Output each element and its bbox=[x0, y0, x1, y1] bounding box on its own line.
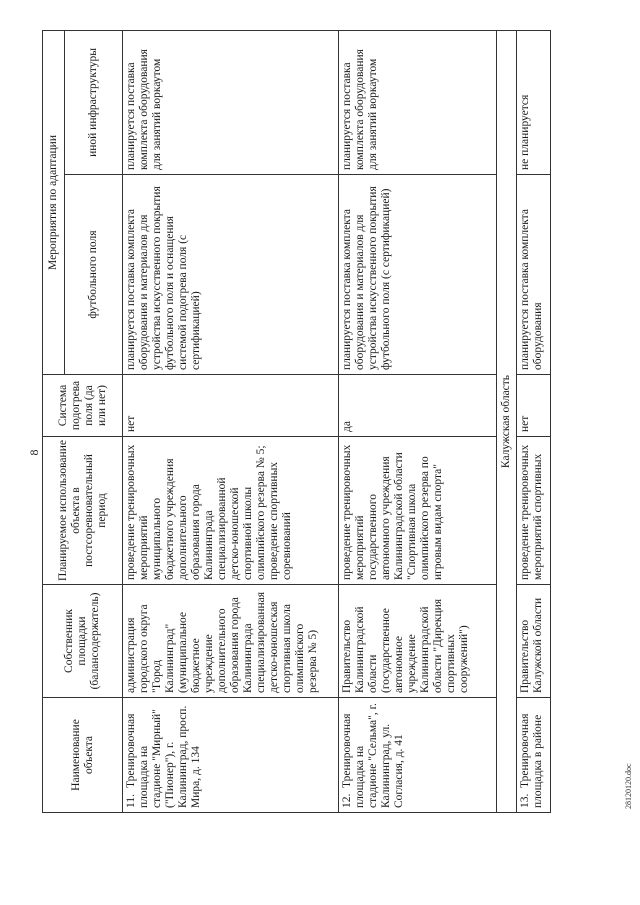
cell-use: проведение тренировочных мероприятий спортивных bbox=[517, 437, 551, 585]
header-use: Планируемое использование объекта в постсоревновательный период bbox=[43, 437, 123, 585]
region-heading: Калужская область bbox=[497, 30, 517, 812]
cell-name bbox=[123, 698, 339, 813]
page-number: 8 bbox=[27, 449, 41, 456]
cell-name bbox=[517, 698, 551, 813]
cell-heating: нет bbox=[517, 375, 551, 437]
cell-use: проведение тренировочных мероприятий государственного автономного учреждения Калининградской области "Спортивная школа олимпийского резерва по игровым видам спорта" bbox=[339, 437, 497, 585]
cell-heating: нет bbox=[123, 375, 339, 437]
cell-infra: не планируется bbox=[517, 30, 551, 174]
facility-name: Тренировочная площадка на стадионе "Сельма", г. Калининград, ул. Согласия, д. 41 bbox=[341, 703, 405, 808]
row-number: 12. bbox=[341, 793, 353, 808]
facilities-table bbox=[42, 30, 551, 813]
table-row bbox=[339, 30, 497, 812]
cell-field: планируется поставка комплекта оборудования и материалов для устройства искусственного покрытия футбольного поля и оснащения системой подогрева поля (с сертификацией) bbox=[123, 175, 339, 375]
cell-owner: Правительство Калужской области bbox=[517, 585, 551, 698]
region-row bbox=[497, 30, 517, 812]
header-measures: Мероприятия по адаптации bbox=[43, 30, 65, 374]
cell-field: планируется поставка комплекта оборудования bbox=[517, 175, 551, 375]
facility-name: Тренировочная площадка на стадионе "Мирный" ("Пионер"), г. Калининград, просп. Мира, д. 134 bbox=[125, 705, 202, 808]
cell-use: проведение тренировочных мероприятий муниципального бюджетного учреждения дополнительного образования города Калининграда специализированной детско-юношеской спортивной школы олимпийского резерва № 5; проведение спортивных соревнований bbox=[123, 437, 339, 585]
cell-infra: планируется поставка комплекта оборудования для занятий воркаутом bbox=[123, 30, 339, 174]
table-row bbox=[517, 30, 551, 812]
header-owner: Собственник площадки (балансодержатель) bbox=[43, 585, 123, 698]
table-row bbox=[123, 30, 339, 812]
row-number: 13. bbox=[519, 793, 531, 808]
facility-name: Тренировочная площадка в районе bbox=[519, 713, 544, 808]
header-heating: Система подогрева поля (да или нет) bbox=[43, 375, 123, 437]
row-number: 11. bbox=[125, 794, 137, 808]
cell-owner: администрация городского округа "Город Калининград" (муниципальное бюджетное учреждение дополнительного образования города Калининграда специализированная детско-юношеская спортивная школа олимпийского резерва № 5) bbox=[123, 585, 339, 698]
cell-name bbox=[339, 698, 497, 813]
header-infra: иной инфраструктуры bbox=[65, 30, 123, 174]
header-name: Наименование объекта bbox=[43, 698, 123, 813]
cell-infra: планируется поставка комплекта оборудования для занятий воркаутом bbox=[339, 30, 497, 174]
header-field: футбольного поля bbox=[65, 175, 123, 375]
cell-heating: да bbox=[339, 375, 497, 437]
cell-field: планируется поставка комплекта оборудования и материалов для устройства искусственного покрытия футбольного поля (с сертификацией) bbox=[339, 175, 497, 375]
file-name-footer: 28120120.doc bbox=[624, 763, 633, 809]
cell-owner: Правительство Калининградской области (государственное автономное учреждение Калининградской области "Дирекция спортивных сооружений") bbox=[339, 585, 497, 698]
